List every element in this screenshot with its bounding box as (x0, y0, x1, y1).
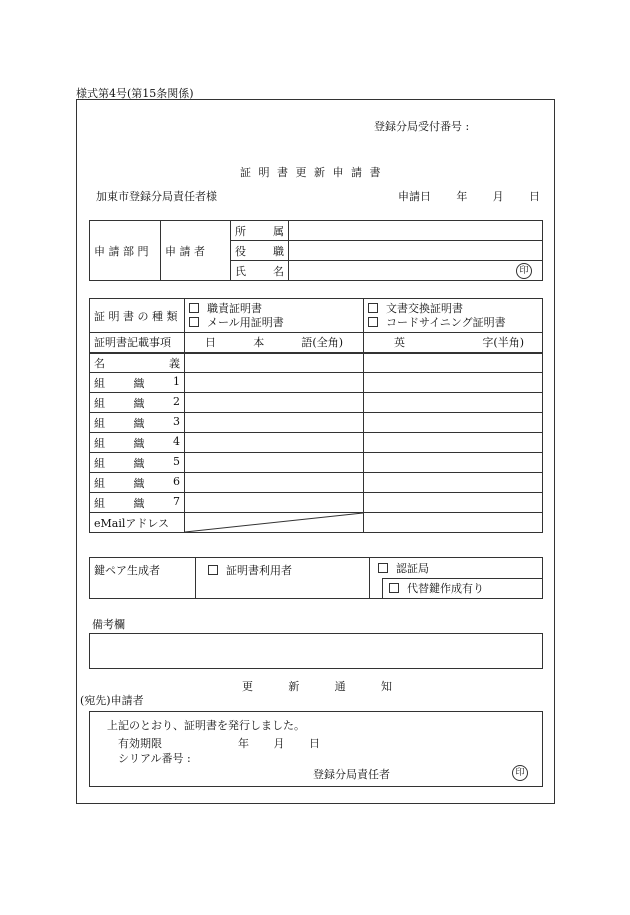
remarks-label: 備考欄 (92, 618, 125, 631)
checkbox-icon[interactable] (189, 317, 199, 327)
affiliation-label-a: 所 (235, 224, 246, 238)
name-en-field[interactable] (364, 353, 543, 373)
form-number: 様式第4号(第15条関係) (76, 87, 194, 100)
email-label: eMailアドレス (90, 513, 185, 533)
validity-date (238, 735, 320, 751)
org-label-b: 織 (133, 496, 145, 510)
notice-recipient: (宛先)申請者 (80, 694, 144, 707)
validity-day: 日 (309, 737, 320, 750)
org-label-b: 織 (133, 376, 145, 390)
reception-number-label: 登録分局受付番号 : (374, 120, 470, 133)
org-label-b: 織 (133, 436, 145, 450)
application-date-label: 申請日 (398, 190, 431, 203)
org-label-a: 組 (94, 416, 105, 430)
email-ja-cell (185, 513, 364, 533)
name-row-label-a: 名 (94, 356, 105, 370)
org-number: 3 (173, 414, 180, 428)
notice-title-char: 知 (380, 680, 392, 693)
org-number: 5 (173, 454, 180, 468)
col-japanese-c: 語(全角) (301, 336, 343, 350)
department-label: 申 請 部 門 (90, 221, 161, 281)
option-duty-cert[interactable]: 職責証明書 (189, 302, 359, 316)
option-code-signing-cert[interactable]: コードサイニング証明書 (368, 316, 538, 330)
day-label: 日 (528, 190, 540, 203)
certificate-table (89, 298, 543, 533)
option-doc-exchange-cert[interactable]: 文書交換証明書 (368, 302, 538, 316)
cert-type-label: 証 明 書 の 種 類 (90, 299, 185, 333)
seal-icon: 印 (516, 263, 532, 279)
option-proxy-key[interactable]: 代替鍵作成有り (382, 578, 542, 598)
affiliation-label-b: 属 (273, 224, 284, 238)
org6-ja-field[interactable] (185, 473, 364, 493)
org-label-b: 織 (133, 396, 145, 410)
checkbox-icon[interactable] (368, 317, 378, 327)
notice-title (242, 678, 392, 694)
org1-en-field[interactable] (364, 373, 543, 393)
issuer-label: 登録分局責任者 (313, 768, 390, 781)
org-label-a: 組 (94, 496, 105, 510)
serial-label: シリアル番号 : (118, 752, 191, 765)
org-number: 4 (173, 434, 180, 448)
option-cert-user[interactable]: 証明書利用者 (196, 558, 370, 599)
checkbox-icon[interactable] (189, 303, 199, 313)
org-label-a: 組 (94, 436, 105, 450)
org4-ja-field[interactable] (185, 433, 364, 453)
form-title: 証 明 書 更 新 申 請 書 (240, 166, 383, 179)
org4-en-field[interactable] (364, 433, 543, 453)
org2-en-field[interactable] (364, 393, 543, 413)
checkbox-icon[interactable] (368, 303, 378, 313)
org-label-b: 織 (133, 456, 145, 470)
option-ca[interactable]: 認証局 (370, 558, 543, 578)
checkbox-icon[interactable] (378, 563, 388, 573)
affiliation-field[interactable] (289, 221, 543, 241)
position-field[interactable] (289, 241, 543, 261)
checkbox-icon[interactable] (389, 583, 399, 593)
name-ja-field[interactable] (185, 353, 364, 373)
validity-year: 年 (238, 737, 249, 750)
addressee: 加東市登録分局責任者様 (96, 190, 217, 203)
name-label-b: 名 (273, 264, 284, 278)
notice-title-char: 更 (242, 680, 253, 693)
application-date (398, 188, 540, 204)
col-japanese-b: 本 (253, 336, 265, 350)
org7-en-field[interactable] (364, 493, 543, 513)
org-label-b: 織 (133, 416, 145, 430)
keypair-table (89, 557, 543, 599)
keypair-label: 鍵ペア生成者 (90, 558, 196, 599)
name-label-a: 氏 (235, 264, 246, 278)
col-english-a: 英 (394, 336, 405, 350)
org-label-b: 織 (133, 476, 145, 490)
checkbox-icon[interactable] (208, 565, 218, 575)
org5-ja-field[interactable] (185, 453, 364, 473)
validity-month: 月 (273, 737, 285, 750)
email-en-field[interactable] (364, 513, 543, 533)
position-label-b: 職 (273, 244, 284, 258)
issuer-seal-icon: 印 (512, 765, 528, 781)
name-field[interactable] (289, 261, 543, 281)
col-japanese-a: 日 (205, 336, 216, 350)
name-row-label-b: 義 (169, 356, 180, 370)
org-label-a: 組 (94, 396, 105, 410)
org-label-a: 組 (94, 476, 105, 490)
org-label-a: 組 (94, 456, 105, 470)
org1-ja-field[interactable] (185, 373, 364, 393)
org3-en-field[interactable] (364, 413, 543, 433)
org-number: 2 (173, 394, 180, 408)
org2-ja-field[interactable] (185, 393, 364, 413)
notice-title-char: 新 (288, 680, 300, 693)
entries-header: 証明書記載事項 (90, 333, 185, 353)
org-label-a: 組 (94, 376, 105, 390)
diagonal-strike (185, 513, 363, 532)
org5-en-field[interactable] (364, 453, 543, 473)
org3-ja-field[interactable] (185, 413, 364, 433)
month-label: 月 (492, 190, 504, 203)
applicant-table (89, 220, 543, 281)
remarks-field[interactable] (89, 633, 543, 669)
org7-ja-field[interactable] (185, 493, 364, 513)
option-mail-cert[interactable]: メール用証明書 (189, 316, 359, 330)
org6-en-field[interactable] (364, 473, 543, 493)
notice-message: 上記のとおり、証明書を発行しました。 (107, 719, 305, 732)
col-english-b: 字(半角) (482, 336, 524, 350)
org-number: 1 (173, 374, 180, 388)
notice-title-char: 通 (334, 680, 346, 693)
applicant-label: 申 請 者 (161, 221, 231, 281)
org-number: 7 (173, 494, 180, 508)
org-number: 6 (173, 474, 180, 488)
validity-label: 有効期限 (118, 737, 162, 750)
year-label: 年 (456, 190, 468, 203)
position-label-a: 役 (235, 244, 246, 258)
